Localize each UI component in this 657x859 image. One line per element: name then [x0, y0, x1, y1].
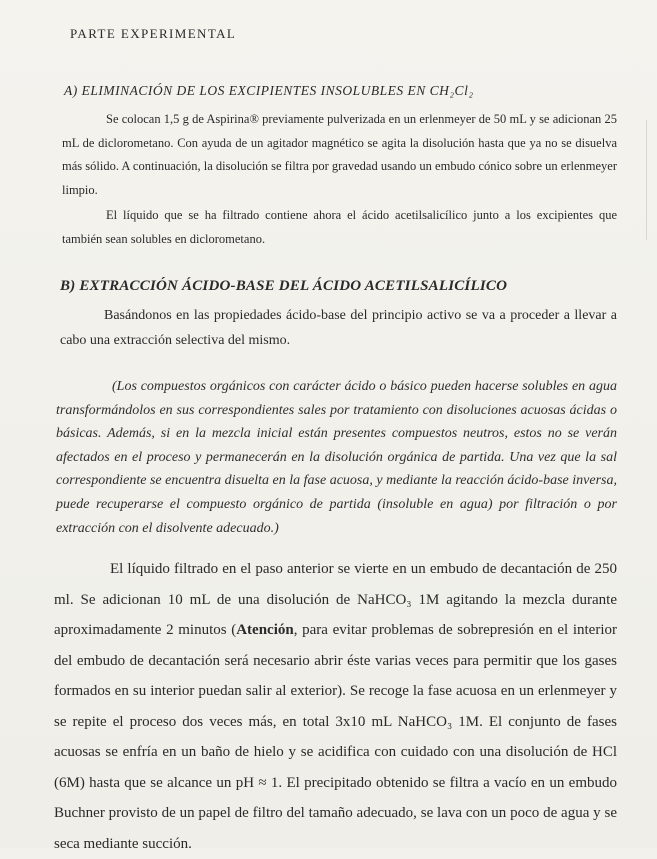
section-b-paragraph-1: [60, 303, 617, 353]
section-b-paragraph-1-text: Basándonos en las propiedades ácido-base del principio activo se va a proceder a llevar a cabo una extracción selectiva del mismo.: [60, 308, 617, 348]
section-a-paragraph-1-text: Se colocan 1,5 g de Aspirina® previamente pulverizada en un erlenmeyer de 50 mL y se adicionan 25 mL de diclorometano. Con ayuda de un agitador magnético se agita la disolución hasta que ya no se disuelva más sólido. A continuación, la disolución se filtra por gravedad usando un embudo cónico sobre un erlenmeyer limpio.: [62, 112, 617, 197]
section-b-note-text: (Los compuestos orgánicos con carácter ácido o básico pueden hacerse solubles en agua transformándolos en sus correspondientes sales por tratamiento con disoluciones acuosas ácidas o básicas. Además, si en la mezcla inicial están presentes compuestos neutros, estos no se verán afectados en el proceso y permanecerán en la disolución orgánica de partida. Una vez que la sal correspondiente se encuentra disuelta en la fase acuosa, y mediante la reacción ácido-base inversa, puede recuperarse el compuesto orgánico de partida (insoluble en agua) por filtración o por extracción con el disolvente adecuado.): [56, 379, 617, 536]
page-title: PARTE EXPERIMENTAL: [70, 26, 237, 41]
section-b-heading: B) EXTRACCIÓN ÁCIDO-BASE DEL ÁCIDO ACETILSALICÍLICO: [60, 278, 508, 294]
section-b-paragraph-2: [54, 554, 617, 859]
attention-label: Atención: [236, 622, 294, 639]
section-a-paragraph-1: [62, 108, 617, 202]
section-b-paragraph-2-end: , para evitar problemas de sobrepresión en el interior del embudo de decantación será necesario abrir éste varias veces para permitir que los gases formados en su interior puedan salir al exterior). Se recoge la fase acuosa en un erlenmeyer y se repite el proceso dos veces más, en total 3x10 mL NaHCO₃ 1M. El conjunto de fases acuosas se enfría en un baño de hielo y se acidifica con cuidado con una disolución de HCl (6M) hasta que se alcance un pH ≈ 1. El precipitado obtenido se filtra a vacío en un embudo Buchner provisto de un papel de filtro del tamaño adecuado, se lava con un poco de agua y se seca mediante succión.: [54, 622, 617, 852]
section-b-paragraph-2-start: El líquido filtrado en el paso anterior se vierte en un embudo de decantación de 250 ml. Se adicionan 10 mL de una disolución de NaHCO₃ 1M agitando la mezcla durante aproximadamente 2 minutos (: [54, 561, 617, 639]
section-b-note: [56, 375, 617, 540]
page-edge-mark: [646, 120, 647, 240]
section-a-paragraph-2: [62, 204, 617, 251]
section-a-heading: A) ELIMINACIÓN DE LOS EXCIPIENTES INSOLUBLES EN CH₂Cl₂: [64, 83, 474, 98]
section-a-paragraph-2-text: El líquido que se ha filtrado contiene ahora el ácido acetilsalicílico junto a los excipientes que también sean solubles en diclorometano.: [62, 208, 617, 246]
